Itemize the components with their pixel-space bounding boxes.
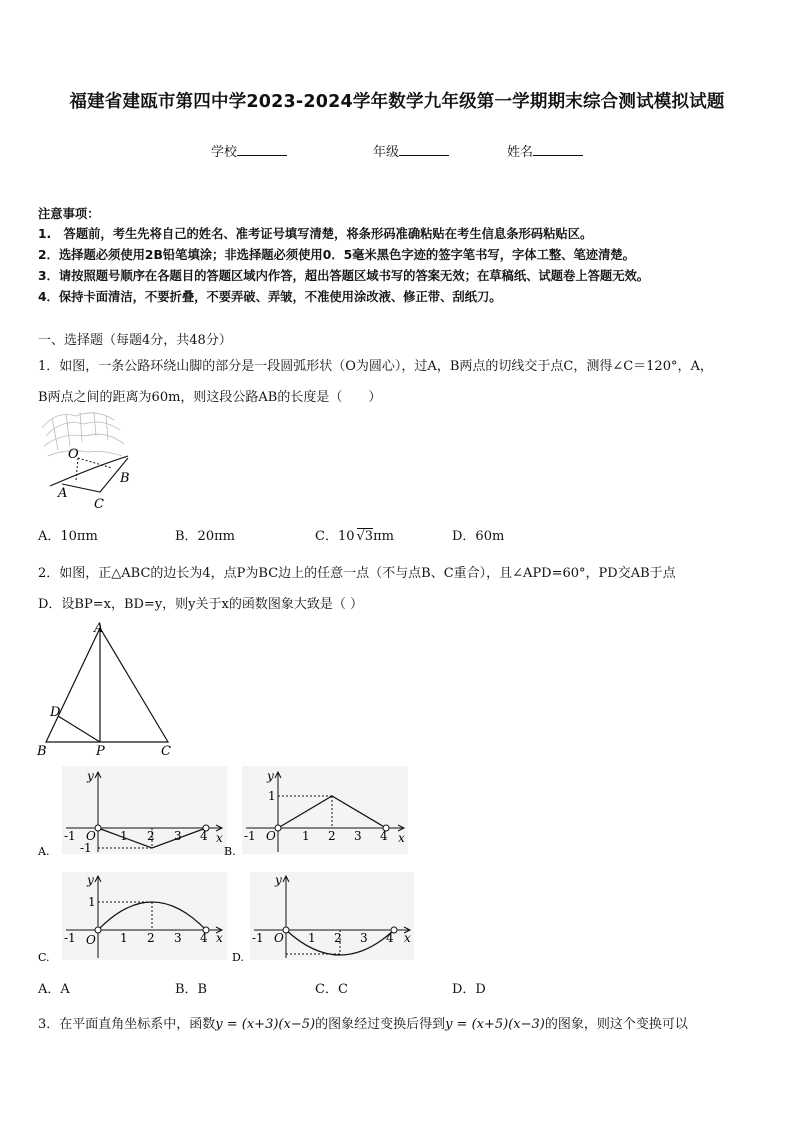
school-field	[211, 141, 287, 160]
open-point	[275, 825, 281, 831]
q2-option-b[interactable]: B．B	[175, 982, 208, 997]
q1-option-c-suffix: πm	[373, 529, 394, 544]
open-point	[95, 927, 101, 933]
q2-triangle-figure	[34, 618, 180, 760]
note-item: 4．保持卡面清洁，不要折叠，不要弄破、弄皱，不准使用涂改液、修正带、刮纸刀。	[38, 290, 502, 304]
x-label: x	[216, 931, 223, 945]
q2-option-d[interactable]: D．D	[452, 982, 486, 997]
q1-option-d[interactable]: D．60m	[452, 529, 505, 544]
grade-label: 年级	[373, 145, 400, 160]
q2-graph-a	[36, 766, 228, 858]
tick-3: 3	[174, 829, 182, 843]
q2-text-line2: D．设BP=x，BD=y，则y关于x的函数图象大致是（ ）	[38, 597, 363, 612]
tick-3: 3	[360, 931, 368, 945]
tick-3: 3	[354, 829, 362, 843]
graph-b-label: B.	[224, 845, 236, 858]
tick-1: 1	[120, 829, 128, 843]
origin-label: O	[274, 931, 284, 945]
q3-text-pre: 3．在平面直角坐标系中，函数	[38, 1017, 216, 1032]
tick-one: 1	[268, 789, 276, 803]
tick-minus-one: -1	[80, 841, 92, 855]
triangle-abc	[46, 628, 168, 742]
q3-text-mid: 的图象经过变换后得到	[315, 1017, 446, 1032]
tick-4: 4	[200, 931, 208, 945]
notes-heading: 注意事项：	[38, 207, 100, 221]
label-d: D	[50, 705, 61, 720]
tick-3: 3	[174, 931, 182, 945]
note-item: 2．选择题必须使用2B铅笔填涂；非选择题必须使用0．5毫米黑色字迹的签字笔书写，字体工整、笔迹清楚。	[38, 248, 635, 262]
tick-1: 1	[308, 931, 316, 945]
q3-text-post: 的图象，则这个变换可以	[544, 1017, 688, 1032]
q1-text-line2: B两点之间的距离为60m，则这段公路AB的长度是（ ）	[38, 390, 382, 405]
grade-field	[373, 141, 449, 160]
tick-4: 4	[380, 829, 388, 843]
x-label: x	[404, 931, 411, 945]
sqrt-symbol: √3	[356, 529, 374, 544]
tick-2: 2	[147, 829, 155, 843]
y-label: y	[87, 873, 94, 887]
tick-4: 4	[386, 931, 394, 945]
x-label: x	[216, 831, 223, 845]
graph-c-label: C.	[38, 951, 50, 964]
y-label: y	[87, 769, 94, 783]
q2-graph-d	[230, 872, 416, 964]
origin-label: O	[86, 829, 96, 843]
tick-1: 1	[120, 931, 128, 945]
q1-option-b[interactable]: B．20πm	[175, 529, 235, 544]
q1-option-c[interactable]	[315, 525, 394, 544]
q3-text	[38, 1013, 688, 1032]
section-heading: 一、选择题（每题4分，共48分）	[38, 333, 232, 348]
tick-one: 1	[88, 895, 96, 909]
q2-option-c[interactable]: C．C	[315, 982, 348, 997]
y-label: y	[275, 873, 282, 887]
q2-option-a[interactable]: A．A	[38, 982, 70, 997]
open-point	[283, 927, 289, 933]
graph-d-label: D.	[232, 951, 244, 964]
label-a: A	[58, 486, 68, 501]
school-blank[interactable]	[237, 143, 287, 156]
q2-text-line1: 2．如图，正△ABC的边长为4，点P为BC边上的任意一点（不与点B、C重合），且∠APD=60°，PD交AB于点	[38, 566, 676, 581]
label-b: B	[37, 744, 47, 759]
note-item: 1. 答题前，考生先将自己的姓名、准考证号填写清楚，将条形码准确粘贴在考生信息条形码粘贴区。	[38, 227, 593, 241]
tick-2: 2	[147, 931, 155, 945]
tick-neg1: -1	[244, 829, 256, 843]
tick-neg1: -1	[252, 931, 264, 945]
tick-2: 2	[328, 829, 336, 843]
q2-graph-c	[36, 872, 228, 964]
school-label: 学校	[211, 145, 238, 160]
q2-graph-b	[224, 766, 410, 858]
q3-function-1: y = (x+3)(x−5)	[215, 1017, 316, 1032]
grade-blank[interactable]	[399, 143, 449, 156]
tick-2: 2	[334, 931, 342, 945]
origin-label: O	[86, 933, 96, 947]
note-item: 3．请按照题号顺序在各题目的答题区域内作答，超出答题区域书写的答案无效；在草稿纸、试题卷上答题无效。	[38, 269, 650, 283]
open-point	[95, 825, 101, 831]
q1-option-c-radicand: 3	[364, 529, 374, 544]
q1-option-a[interactable]: A．10πm	[38, 529, 98, 544]
tick-4: 4	[200, 829, 208, 843]
graph-a-label: A.	[38, 845, 50, 858]
tick-neg1: -1	[64, 829, 76, 843]
y-label: y	[267, 769, 274, 783]
label-o: O	[68, 447, 79, 462]
x-label: x	[398, 831, 405, 845]
page-title: 福建省建瓯市第四中学2023-2024学年数学九年级第一学期期末综合测试模拟试题	[69, 92, 725, 112]
tick-1: 1	[302, 829, 310, 843]
name-field	[507, 141, 583, 160]
arc-road	[50, 456, 128, 486]
name-label: 姓名	[507, 145, 534, 160]
label-b: B	[120, 471, 130, 486]
hill-sketch	[42, 412, 124, 456]
tick-neg1: -1	[64, 931, 76, 945]
label-c: C	[161, 744, 171, 759]
label-a: A	[94, 621, 104, 636]
label-p: P	[96, 744, 105, 759]
segment-dp	[58, 716, 100, 742]
q1-text-line1: 1．如图，一条公路环绕山脚的部分是一段圆弧形状（O为圆心），过A，B两点的切线交于点C，测得∠C＝120°，A，	[38, 359, 713, 374]
origin-label: O	[266, 829, 276, 843]
q1-option-c-prefix: C．10	[315, 529, 355, 544]
q3-function-2: y = (x+5)(x−3)	[445, 1017, 545, 1032]
name-blank[interactable]	[533, 143, 583, 156]
label-c: C	[94, 497, 104, 512]
q1-figure	[36, 406, 140, 514]
